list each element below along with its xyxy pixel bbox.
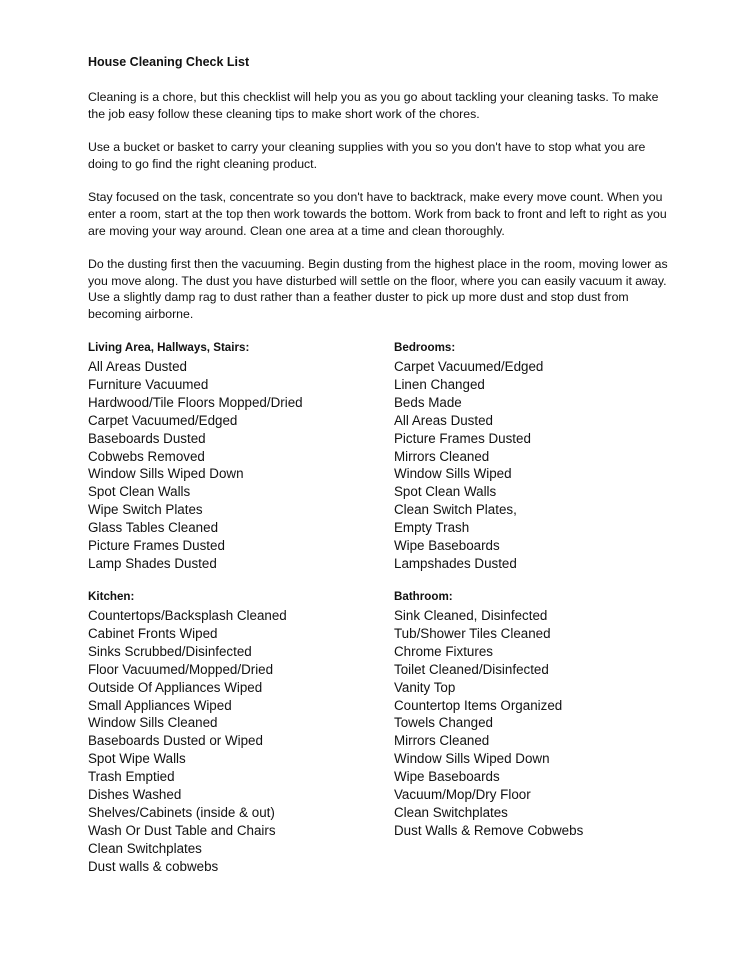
checklist-item: Vacuum/Mop/Dry Floor	[394, 787, 531, 803]
checklist-item: Sink Cleaned, Disinfected	[394, 608, 548, 623]
checklist-item: Glass Tables Cleaned	[88, 520, 219, 536]
checklist	[394, 358, 694, 573]
checklist-item: Tub/Shower Tiles Cleaned	[394, 625, 551, 641]
checklist-item: Beds Made	[394, 394, 462, 410]
checklist-item: Mirrors Cleaned	[394, 448, 490, 464]
checklist-item: Spot Clean Walls	[394, 484, 497, 500]
section-heading: Living Area, Hallways, Stairs:	[88, 341, 250, 354]
checklist-item: Vanity Top	[394, 679, 456, 695]
intro-paragraph: Cleaning is a chore, but this checklist will help you as you go about tackling your cleaning tasks. To make the job easy follow these cleaning tips to make short work of the chores.	[88, 90, 659, 121]
section-heading: Bedrooms:	[394, 341, 456, 354]
checklist	[88, 607, 388, 876]
page-title: House Cleaning Check List	[88, 55, 250, 69]
checklist-item: Clean Switchplates	[88, 840, 202, 856]
dusting-paragraph: Do the dusting first then the vacuuming. Begin dusting from the highest place in the room, moving lower as you move along. The dust you have disturbed will settle on the floor, where you can easily vacuum it away. Use a slightly damp rag to dust rather than a feather duster to pick up more dust and stop dust from becoming airborne.	[88, 257, 668, 321]
checklist-item: Countertops/Backsplash Cleaned	[88, 608, 287, 623]
checklist-item: Toilet Cleaned/Disinfected	[394, 661, 549, 677]
checklist-item: Lamp Shades Dusted	[88, 555, 217, 571]
checklist-item: Wipe Switch Plates	[88, 502, 203, 518]
supplies-paragraph: Use a bucket or basket to carry your cleaning supplies with you so you don't have to stop what you are doing to go find the right cleaning product.	[88, 140, 646, 171]
checklist-item: Linen Changed	[394, 376, 485, 392]
checklist-item: Furniture Vacuumed	[88, 376, 209, 392]
checklist-item: Towels Changed	[394, 715, 494, 731]
checklist-item: Baseboards Dusted	[88, 430, 206, 446]
checklist-item: Floor Vacuumed/Mopped/Dried	[88, 661, 274, 677]
checklist	[394, 607, 694, 840]
checklist-item: Mirrors Cleaned	[394, 733, 490, 749]
checklist-item: Dust Walls & Remove Cobwebs	[394, 822, 584, 838]
checklist-item: Countertop Items Organized	[394, 697, 563, 713]
checklist-item: Trash Emptied	[88, 769, 175, 785]
checklist-item: Lampshades Dusted	[394, 555, 517, 571]
section-heading: Bathroom:	[394, 590, 453, 603]
checklist-item: All Areas Dusted	[88, 359, 187, 374]
checklist-item: Dust walls & cobwebs	[88, 858, 219, 874]
checklist-item: Dishes Washed	[88, 787, 182, 803]
checklist-item: All Areas Dusted	[394, 412, 493, 428]
focus-paragraph: Stay focused on the task, concentrate so you don't have to backtrack, make every move count. When you enter a room, start at the top then work towards the bottom. Work from back to front and left to right as you are moving your way around. Clean one area at a time and clean thoroughly.	[88, 190, 667, 238]
checklist-item: Baseboards Dusted or Wiped	[88, 733, 263, 749]
bedrooms-section	[394, 340, 694, 573]
checklist-item: Cobwebs Removed	[88, 448, 205, 464]
checklist-item: Cabinet Fronts Wiped	[88, 625, 218, 641]
checklist-item: Empty Trash	[394, 520, 470, 536]
checklist-item: Carpet Vacuumed/Edged	[394, 359, 544, 374]
document-body	[88, 54, 668, 340]
checklist-item: Picture Frames Dusted	[394, 430, 531, 446]
checklist-item: Clean Switch Plates,	[394, 502, 517, 518]
checklist-item: Small Appliances Wiped	[88, 697, 232, 713]
checklist-item: Window Sills Cleaned	[88, 715, 218, 731]
checklist-item: Hardwood/Tile Floors Mopped/Dried	[88, 394, 303, 410]
living-area-section	[88, 340, 388, 573]
checklist-item: Spot Wipe Walls	[88, 751, 186, 767]
bathroom-section	[394, 589, 694, 840]
checklist-item: Shelves/Cabinets (inside & out)	[88, 804, 275, 820]
checklist-item: Chrome Fixtures	[394, 643, 493, 659]
checklist-item: Wash Or Dust Table and Chairs	[88, 822, 276, 838]
checklist-item: Window Sills Wiped	[394, 466, 512, 482]
checklist-item: Wipe Baseboards	[394, 538, 500, 554]
checklist-item: Window Sills Wiped Down	[394, 751, 550, 767]
checklist	[88, 358, 388, 573]
checklist-item: Clean Switchplates	[394, 804, 508, 820]
checklist-item: Wipe Baseboards	[394, 769, 500, 785]
checklist-item: Picture Frames Dusted	[88, 538, 225, 554]
checklist-item: Carpet Vacuumed/Edged	[88, 412, 238, 428]
section-heading: Kitchen:	[88, 590, 135, 603]
checklist-item: Spot Clean Walls	[88, 484, 191, 500]
kitchen-section	[88, 589, 388, 876]
checklist-item: Window Sills Wiped Down	[88, 466, 244, 482]
checklist-item: Sinks Scrubbed/Disinfected	[88, 643, 252, 659]
checklist-item: Outside Of Appliances Wiped	[88, 679, 263, 695]
